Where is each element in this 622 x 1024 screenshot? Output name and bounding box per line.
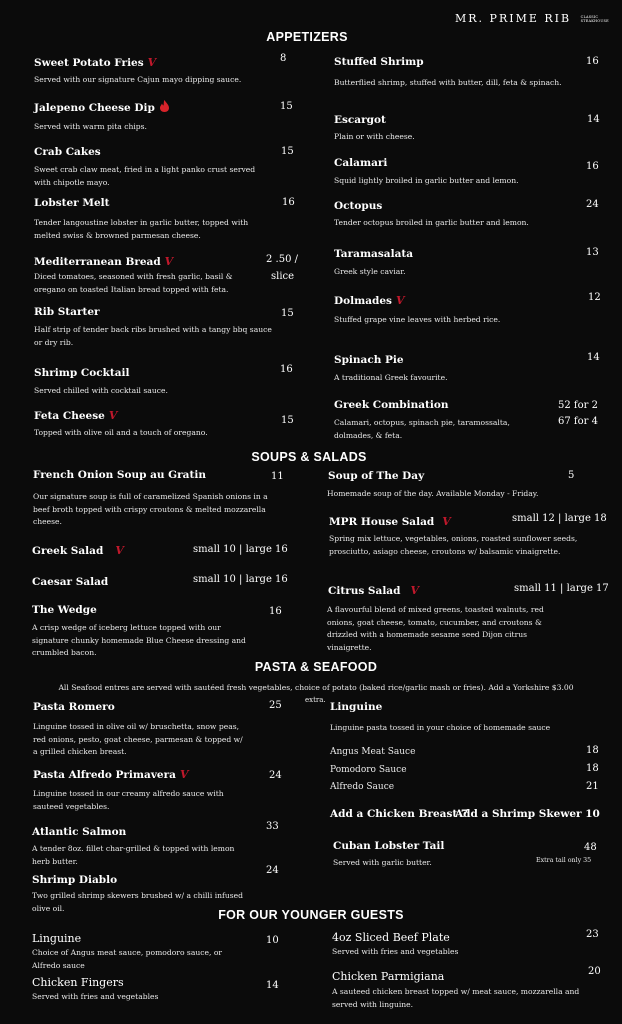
menu-item-description: A tender 8oz. fillet char-grilled & topped with lemon herb butter.	[32, 844, 235, 866]
menu-item-name: Soup of The Day	[328, 470, 425, 482]
menu-item-description: Served with garlic butter.	[333, 858, 432, 867]
section-title-pasta-seafood: PASTA & SEAFOOD	[254, 660, 378, 674]
menu-item-price: 24	[266, 865, 279, 876]
restaurant-logo	[455, 12, 609, 25]
menu-item-description: Homemade soup of the day. Available Monday - Friday.	[327, 489, 539, 498]
menu-item-description: Served with fries and vegetables	[32, 992, 159, 1001]
menu-item-name: Pasta Romero	[33, 701, 115, 713]
linguine-title: Linguine	[330, 701, 383, 713]
menu-item-name: Spinach Pie	[334, 354, 404, 366]
menu-item-price: 20	[588, 966, 601, 977]
vegetarian-icon: V	[395, 294, 405, 307]
menu-item-name: Caesar Salad	[32, 576, 109, 588]
menu-item-name: Citrus Salad V	[328, 584, 419, 597]
menu-item-price: 25	[269, 700, 282, 711]
menu-item-price: 13	[586, 247, 599, 258]
menu-item-name: Escargot	[334, 114, 386, 126]
menu-item-price: small 11 | large 17	[514, 583, 609, 594]
menu-item-name: Chicken Parmigiana	[332, 970, 445, 983]
menu-item-name: Chicken Fingers	[32, 976, 124, 989]
menu-item-price: 10	[266, 935, 279, 946]
menu-item-name: Octopus	[334, 200, 383, 212]
sauce-name: Angus Meat Sauce	[330, 747, 416, 757]
section-title-soups-salads: SOUPS & SALADS	[251, 450, 367, 464]
sauce-name: Pomodoro Sauce	[330, 765, 407, 775]
menu-item-description: Half strip of tender back ribs brushed with a tangy bbq sauce or dry rib.	[34, 325, 272, 347]
menu-item-description: Calamari, octopus, spinach pie, taramossalta, dolmades, & feta.	[334, 418, 510, 440]
menu-item-name: Greek Combination	[334, 399, 449, 411]
menu-item-description: Squid lightly broiled in garlic butter and lemon.	[334, 176, 519, 185]
menu-item-price: 16	[269, 606, 282, 617]
menu-item-description: Spring mix lettuce, vegetables, onions, roasted sunflower seeds, prosciutto, asiago cheese, croutons w/ balsamic vinaigrette.	[329, 534, 578, 556]
menu-item-description: Tender octopus broiled in garlic butter and lemon.	[334, 218, 529, 227]
menu-item-price: 52 for 2	[558, 400, 598, 411]
menu-item-price: 16	[280, 364, 293, 375]
menu-item-price: 23	[586, 929, 599, 940]
menu-item-name: Calamari	[334, 157, 388, 169]
menu-item-description: Served chilled with cocktail sauce.	[34, 386, 168, 395]
menu-item-description: Linguine tossed in olive oil w/ bruschetta, snow peas, red onions, pesto, goat cheese, parmesan & topped w/ a grilled chicken breast.	[33, 722, 243, 757]
menu-item-price: 14	[587, 352, 600, 363]
menu-item-description: Served with warm pita chips.	[34, 122, 147, 131]
menu-item-description: A traditional Greek favourite.	[334, 373, 448, 382]
menu-item-price: 15	[281, 415, 294, 426]
menu-item-description: Linguine tossed in our creamy alfredo sauce with sauteed vegetables.	[33, 789, 224, 811]
menu-item-description: Diced tomatoes, seasoned with fresh garlic, basil & oregano on toasted Italian bread topped with feta.	[34, 272, 233, 294]
menu-item-price: 14	[266, 980, 279, 991]
menu-item-name: Feta Cheese V	[34, 409, 118, 422]
menu-item-description: Greek style caviar.	[334, 267, 406, 276]
sauce-name: Alfredo Sauce	[330, 782, 395, 792]
menu-item-description: A sauteed chicken breast topped w/ meat sauce, mozzarella and served with linguine.	[332, 987, 580, 1009]
menu-item-name: Taramasalata	[334, 248, 414, 260]
menu-item-price: 24	[269, 770, 282, 781]
menu-item-name: Cuban Lobster Tail	[333, 840, 445, 852]
menu-item-description: Stuffed grape vine leaves with herbed rice.	[334, 315, 501, 324]
menu-item-description: Our signature soup is full of caramelized Spanish onions in a beef broth topped with crispy croutons & melted mozzarella cheese.	[33, 492, 268, 527]
menu-item-name: The Wedge	[32, 604, 97, 616]
menu-item-price: 16	[282, 197, 295, 208]
sauce-price: 21	[586, 781, 599, 792]
linguine-description: Linguine pasta tossed in your choice of homemade sauce	[330, 723, 551, 732]
menu-item-description: A flavourful blend of mixed greens, toasted walnuts, red onions, goat cheese, tomato, cucumber, and croutons & drizzled with a homemade sesame seed Dijon citrus vinaigrette.	[327, 605, 544, 652]
vegetarian-icon: V	[108, 409, 118, 422]
menu-item-price: small 10 | large 16	[193, 574, 288, 585]
logo-subtext: CLASSIC STEAKHOUSE	[580, 15, 609, 23]
menu-item-price-alt: 67 for 4	[558, 416, 598, 427]
menu-item-description: Choice of Angus meat sauce, pomodoro sauce, or Alfredo sauce	[32, 948, 223, 970]
menu-item-description: A crisp wedge of iceberg lettuce topped with our signature chunky homemade Blue Cheese dressing and crumbled bacon.	[32, 623, 246, 658]
addon-shrimp: Add a Shrimp Skewer 10	[455, 808, 600, 820]
menu-item-name: Shrimp Cocktail	[34, 367, 130, 379]
menu-item-price-unit: slice	[271, 271, 295, 282]
menu-item-price: 12	[588, 292, 601, 303]
vegetarian-icon: V	[147, 56, 157, 69]
menu-item-name: Stuffed Shrimp	[334, 56, 424, 68]
menu-item-price: 15	[281, 308, 294, 319]
menu-item-price: 15	[281, 146, 294, 157]
menu-item-name: Jalepeno Cheese Dip	[34, 100, 170, 114]
vegetarian-icon: V	[442, 515, 451, 528]
menu-item-description: Tender langoustine lobster in garlic butter, topped with melted swiss & browned parmesan cheese.	[34, 218, 249, 240]
menu-item-description: Topped with olive oil and a touch of oregano.	[34, 428, 208, 437]
menu-item-name: Rib Starter	[34, 306, 100, 318]
section-title-younger-guests: FOR OUR YOUNGER GUESTS	[218, 908, 404, 922]
pasta-note-continued: extra.	[305, 696, 326, 704]
vegetarian-icon: V	[115, 544, 124, 557]
menu-item-name: 4oz Sliced Beef Plate	[332, 931, 450, 944]
menu-item-description: Served with fries and vegetables	[332, 947, 459, 956]
menu-item-name: Dolmades V	[334, 294, 405, 307]
menu-item-price: 15	[280, 101, 293, 112]
pasta-note: All Seafood entres are served with sautéed fresh vegetables, choice of potato (baked rice/garlic mash or fries). Add a Yorkshire $3.00	[58, 683, 574, 692]
menu-item-name: Greek Salad V	[32, 544, 124, 557]
menu-item-price: 33	[266, 821, 279, 832]
menu-item-price: 16	[586, 56, 599, 67]
menu-item-description: Two grilled shrimp skewers brushed w/ a chilli infused olive oil.	[32, 891, 243, 913]
menu-item-name: Shrimp Diablo	[32, 874, 118, 886]
menu-item-description: Sweet crab claw meat, fried in a light panko crust served with chipotle mayo.	[34, 165, 256, 187]
sauce-price: 18	[586, 745, 599, 756]
menu-item-name: Sweet Potato Fries V	[34, 56, 157, 69]
menu-item-price: 8	[280, 53, 287, 64]
vegetarian-icon: V	[179, 768, 189, 781]
menu-item-name: Atlantic Salmon	[32, 826, 127, 838]
spicy-icon	[159, 100, 170, 112]
menu-item-name: Mediterranean Bread V	[34, 255, 174, 268]
menu-item-price: 2 .50 /	[266, 254, 298, 265]
menu-item-price: 48	[584, 842, 597, 853]
menu-item-price: 24	[586, 199, 599, 210]
section-title-appetizers: APPETIZERS	[266, 30, 348, 44]
vegetarian-icon: V	[164, 255, 174, 268]
menu-item-name: Crab Cakes	[34, 146, 101, 158]
menu-item-name: MPR House Salad V	[329, 515, 451, 528]
menu-item-name: Linguine	[32, 932, 82, 945]
menu-item-description: Plain or with cheese.	[334, 132, 415, 141]
menu-item-price: small 12 | large 18	[512, 513, 607, 524]
menu-item-description: Butterflied shrimp, stuffed with butter, dill, feta & spinach.	[334, 78, 562, 87]
menu-item-price: 14	[587, 114, 600, 125]
lobster-extra-tail: Extra tail only 35	[536, 857, 592, 864]
menu-item-description: Served with our signature Cajun mayo dipping sauce.	[34, 75, 242, 84]
logo-text: MR. PRIME RIB	[455, 12, 572, 25]
menu-item-price: small 10 | large 16	[193, 544, 288, 555]
menu-item-price: 5	[568, 470, 575, 481]
menu-item-name: Pasta Alfredo Primavera V	[33, 768, 189, 781]
menu-item-price: 16	[586, 161, 599, 172]
menu-item-name: French Onion Soup au Gratin	[33, 469, 206, 481]
menu-item-price: 11	[271, 471, 284, 482]
vegetarian-icon: V	[410, 584, 419, 597]
addon-chicken: Add a Chicken Breast 7	[330, 808, 469, 820]
sauce-price: 18	[586, 763, 599, 774]
menu-item-name: Lobster Melt	[34, 197, 110, 209]
